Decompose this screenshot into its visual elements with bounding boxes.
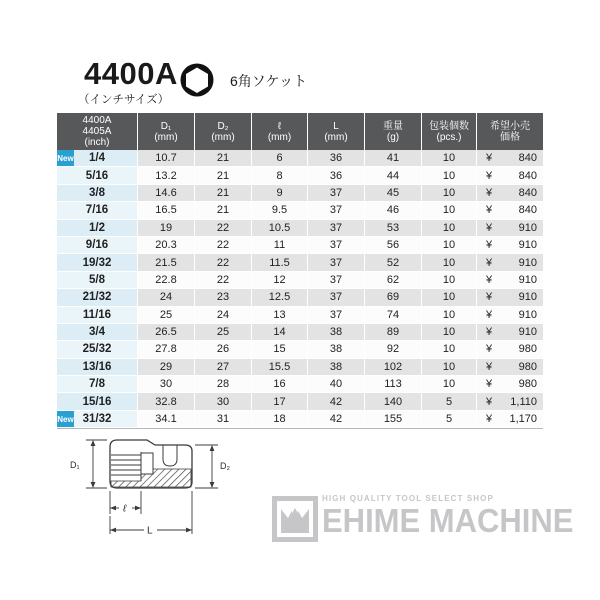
size-label: 7/16 <box>85 204 109 217</box>
value-cell-wt: 89 <box>365 324 422 341</box>
brand-name: EHIME MACHINE <box>322 501 574 540</box>
yen-symbol: ¥ <box>486 273 493 286</box>
price-amount: 1,110 <box>510 395 537 408</box>
price-cell <box>477 376 543 393</box>
value-cell-wt: 46 <box>365 202 422 219</box>
value-cell-d1: 24 <box>138 289 195 306</box>
value-cell-d2: 28 <box>195 376 252 393</box>
price-amount: 910 <box>518 256 537 269</box>
value-cell-ell: 10.5 <box>252 220 308 237</box>
size-cell <box>57 289 138 306</box>
value-cell-ell: 16 <box>252 376 308 393</box>
value-cell-pcs: 10 <box>422 202 477 219</box>
price-cell <box>477 411 543 428</box>
value-cell-ell: 13 <box>252 307 308 324</box>
size-cell <box>57 359 138 376</box>
yen-symbol: ¥ <box>486 343 493 356</box>
price-cell <box>477 185 543 202</box>
yen-symbol: ¥ <box>486 221 493 234</box>
drive-hole <box>163 445 177 466</box>
price-amount: 840 <box>518 204 537 217</box>
yen-symbol: ¥ <box>486 326 493 339</box>
value-cell-d1: 13.2 <box>138 167 195 184</box>
value-cell-len: 37 <box>308 272 365 289</box>
product-header <box>78 56 178 107</box>
value-cell-pcs: 5 <box>422 393 477 410</box>
size-label: 25/32 <box>82 343 112 356</box>
value-cell-wt: 74 <box>365 307 422 324</box>
size-cell <box>57 150 138 167</box>
yen-symbol: ¥ <box>486 239 493 252</box>
yen-symbol: ¥ <box>486 204 493 217</box>
value-cell-ell: 11 <box>252 237 308 254</box>
value-cell-wt: 52 <box>365 254 422 271</box>
hatched-section <box>111 469 191 487</box>
price-cell <box>477 150 543 167</box>
ell-label: ℓ <box>123 503 127 515</box>
value-cell-d2: 21 <box>195 202 252 219</box>
price-amount: 840 <box>518 169 537 182</box>
value-cell-d2: 23 <box>195 289 252 306</box>
price-amount: 980 <box>518 378 537 391</box>
table-row <box>57 254 543 271</box>
price-cell <box>477 254 543 271</box>
table-row <box>57 272 543 289</box>
value-cell-wt: 113 <box>365 376 422 393</box>
table-row <box>57 167 543 184</box>
price-cell <box>477 359 543 376</box>
table-row <box>57 359 543 376</box>
value-cell-d2: 27 <box>195 359 252 376</box>
value-cell-d2: 22 <box>195 254 252 271</box>
table-row <box>57 341 543 358</box>
col-header-d1: D₁ (mm) <box>138 113 195 150</box>
value-cell-d1: 30 <box>138 376 195 393</box>
value-cell-d1: 25 <box>138 307 195 324</box>
value-cell-pcs: 10 <box>422 359 477 376</box>
value-cell-d2: 22 <box>195 237 252 254</box>
price-amount: 910 <box>518 273 537 286</box>
table-row <box>57 376 543 393</box>
size-cell <box>57 237 138 254</box>
size-cell <box>57 167 138 184</box>
value-cell-len: 37 <box>308 307 365 324</box>
price-amount: 910 <box>518 221 537 234</box>
size-label: 3/8 <box>89 186 105 199</box>
yen-symbol: ¥ <box>486 395 493 408</box>
value-cell-wt: 62 <box>365 272 422 289</box>
yen-symbol: ¥ <box>486 291 493 304</box>
value-cell-pcs: 10 <box>422 237 477 254</box>
col-header-d2: D₂ (mm) <box>195 113 252 150</box>
value-cell-pcs: 10 <box>422 341 477 358</box>
value-cell-pcs: 10 <box>422 324 477 341</box>
table-row <box>57 307 543 324</box>
table-row <box>57 185 543 202</box>
price-amount: 910 <box>518 291 537 304</box>
value-cell-ell: 8 <box>252 167 308 184</box>
size-cell <box>57 185 138 202</box>
value-cell-wt: 140 <box>365 393 422 410</box>
value-cell-len: 38 <box>308 359 365 376</box>
price-cell <box>477 272 543 289</box>
col-header-weight: 重量 (g) <box>365 113 422 150</box>
product-title: 4400A <box>84 56 178 91</box>
price-cell <box>477 202 543 219</box>
value-cell-d1: 16.5 <box>138 202 195 219</box>
value-cell-pcs: 10 <box>422 150 477 167</box>
value-cell-wt: 45 <box>365 185 422 202</box>
value-cell-len: 36 <box>308 167 365 184</box>
table-row <box>57 411 543 428</box>
value-cell-pcs: 10 <box>422 167 477 184</box>
size-cell <box>57 324 138 341</box>
new-badge: New <box>57 411 74 427</box>
table-row <box>57 202 543 219</box>
size-cell <box>57 341 138 358</box>
value-cell-ell: 15 <box>252 341 308 358</box>
size-label: 15/16 <box>82 395 112 408</box>
d2-label: D₂ <box>220 461 230 471</box>
value-cell-len: 42 <box>308 411 365 428</box>
value-cell-wt: 41 <box>365 150 422 167</box>
price-amount: 840 <box>518 186 537 199</box>
price-amount: 980 <box>518 360 537 373</box>
value-cell-ell: 6 <box>252 150 308 167</box>
yen-symbol: ¥ <box>486 152 493 165</box>
spec-table-header <box>57 113 543 150</box>
size-label: 13/16 <box>82 360 112 373</box>
value-cell-ell: 14 <box>252 324 308 341</box>
value-cell-d2: 26 <box>195 341 252 358</box>
value-cell-pcs: 10 <box>422 254 477 271</box>
price-cell <box>477 341 543 358</box>
col-header-price: 希望小売 価格 <box>490 120 530 143</box>
value-cell-d1: 21.5 <box>138 254 195 271</box>
yen-symbol: ¥ <box>486 169 493 182</box>
price-cell <box>477 167 543 184</box>
size-cell <box>57 272 138 289</box>
value-cell-d1: 10.7 <box>138 150 195 167</box>
yen-symbol: ¥ <box>486 256 493 269</box>
value-cell-pcs: 10 <box>422 289 477 306</box>
size-label: 19/32 <box>82 256 112 269</box>
yen-symbol: ¥ <box>486 186 493 199</box>
size-cell <box>57 254 138 271</box>
size-label: 1/2 <box>89 221 105 234</box>
price-amount: 840 <box>518 152 537 165</box>
size-label: 9/16 <box>85 239 109 252</box>
col-header-packing: 包装個数 (pcs.) <box>422 113 477 150</box>
size-label: 5/16 <box>85 169 109 182</box>
value-cell-d1: 20.3 <box>138 237 195 254</box>
value-cell-pcs: 10 <box>422 307 477 324</box>
price-amount: 910 <box>518 239 537 252</box>
value-cell-len: 42 <box>308 393 365 410</box>
value-cell-len: 36 <box>308 150 365 167</box>
yen-symbol: ¥ <box>486 308 493 321</box>
brand-logo-icon <box>272 496 318 547</box>
size-label: 7/8 <box>89 378 105 391</box>
value-cell-pcs: 10 <box>422 185 477 202</box>
value-cell-wt: 102 <box>365 359 422 376</box>
yen-symbol: ¥ <box>486 378 493 391</box>
value-cell-d2: 22 <box>195 272 252 289</box>
yen-symbol: ¥ <box>486 413 493 426</box>
value-cell-pcs: 10 <box>422 220 477 237</box>
value-cell-d2: 21 <box>195 150 252 167</box>
value-cell-d2: 31 <box>195 411 252 428</box>
col-header-length: L (mm) <box>308 113 365 150</box>
value-cell-pcs: 10 <box>422 272 477 289</box>
price-amount: 1,170 <box>509 413 537 426</box>
size-cell <box>57 307 138 324</box>
size-cell <box>57 411 138 428</box>
value-cell-d2: 25 <box>195 324 252 341</box>
table-row <box>57 324 543 341</box>
price-cell <box>477 237 543 254</box>
value-cell-ell: 12 <box>252 272 308 289</box>
price-amount: 980 <box>518 343 537 356</box>
value-cell-len: 37 <box>308 237 365 254</box>
size-label: 11/16 <box>82 308 112 321</box>
value-cell-wt: 56 <box>365 237 422 254</box>
value-cell-wt: 53 <box>365 220 422 237</box>
price-cell <box>477 324 543 341</box>
table-row <box>57 150 543 167</box>
d2-dimension <box>195 445 218 488</box>
brand-tagline: HIGH QUALITY TOOL SELECT SHOP <box>322 494 494 503</box>
price-cell <box>477 307 543 324</box>
socket-type-label: 6角ソケット <box>230 73 307 89</box>
size-label: 21/32 <box>82 291 112 304</box>
value-cell-wt: 44 <box>365 167 422 184</box>
product-subtitle: （インチサイズ） <box>78 94 170 106</box>
socket-dimension-diagram <box>62 430 257 565</box>
len-label: L <box>147 525 153 537</box>
value-cell-ell: 18 <box>252 411 308 428</box>
table-row <box>57 220 543 237</box>
value-cell-d2: 21 <box>195 185 252 202</box>
hex-socket-icon <box>178 61 216 99</box>
size-label: 3/4 <box>89 326 105 339</box>
price-amount: 910 <box>518 308 537 321</box>
value-cell-wt: 92 <box>365 341 422 358</box>
brand-texts <box>322 494 592 540</box>
table-row <box>57 393 543 410</box>
table-row <box>57 237 543 254</box>
value-cell-len: 38 <box>308 341 365 358</box>
value-cell-len: 38 <box>308 324 365 341</box>
value-cell-ell: 12.5 <box>252 289 308 306</box>
price-cell <box>477 393 543 410</box>
value-cell-d1: 22.8 <box>138 272 195 289</box>
new-badge: New <box>57 150 74 166</box>
value-cell-d1: 34.1 <box>138 411 195 428</box>
value-cell-len: 37 <box>308 185 365 202</box>
table-row <box>57 289 543 306</box>
value-cell-ell: 11.5 <box>252 254 308 271</box>
yen-symbol: ¥ <box>486 360 493 373</box>
d1-label: D₁ <box>70 460 80 470</box>
size-cell <box>57 220 138 237</box>
value-cell-d2: 22 <box>195 220 252 237</box>
value-cell-len: 37 <box>308 254 365 271</box>
value-cell-ell: 9.5 <box>252 202 308 219</box>
spec-table-body <box>57 150 543 429</box>
value-cell-d1: 14.6 <box>138 185 195 202</box>
value-cell-len: 37 <box>308 202 365 219</box>
value-cell-d2: 30 <box>195 393 252 410</box>
size-cell <box>57 376 138 393</box>
value-cell-d1: 19 <box>138 220 195 237</box>
value-cell-ell: 17 <box>252 393 308 410</box>
value-cell-len: 40 <box>308 376 365 393</box>
value-cell-d1: 32.8 <box>138 393 195 410</box>
price-cell <box>477 289 543 306</box>
value-cell-ell: 9 <box>252 185 308 202</box>
size-cell <box>57 393 138 410</box>
value-cell-d2: 24 <box>195 307 252 324</box>
value-cell-d1: 29 <box>138 359 195 376</box>
d1-dimension <box>86 440 107 488</box>
spec-table <box>57 113 543 429</box>
value-cell-d1: 26.5 <box>138 324 195 341</box>
value-cell-len: 37 <box>308 220 365 237</box>
size-label: 5/8 <box>89 273 105 286</box>
price-amount: 910 <box>518 326 537 339</box>
value-cell-pcs: 10 <box>422 376 477 393</box>
value-cell-wt: 155 <box>365 411 422 428</box>
col-header-size: 4400A 4405A (inch) <box>57 113 138 150</box>
col-header-ell: ℓ (mm) <box>252 113 308 150</box>
value-cell-d2: 21 <box>195 167 252 184</box>
size-cell <box>57 202 138 219</box>
value-cell-ell: 15.5 <box>252 359 308 376</box>
value-cell-d1: 27.8 <box>138 341 195 358</box>
price-cell <box>477 220 543 237</box>
value-cell-wt: 69 <box>365 289 422 306</box>
size-label: 31/32 <box>82 413 112 426</box>
value-cell-len: 37 <box>308 289 365 306</box>
size-label: 1/4 <box>89 152 105 165</box>
value-cell-pcs: 5 <box>422 411 477 428</box>
